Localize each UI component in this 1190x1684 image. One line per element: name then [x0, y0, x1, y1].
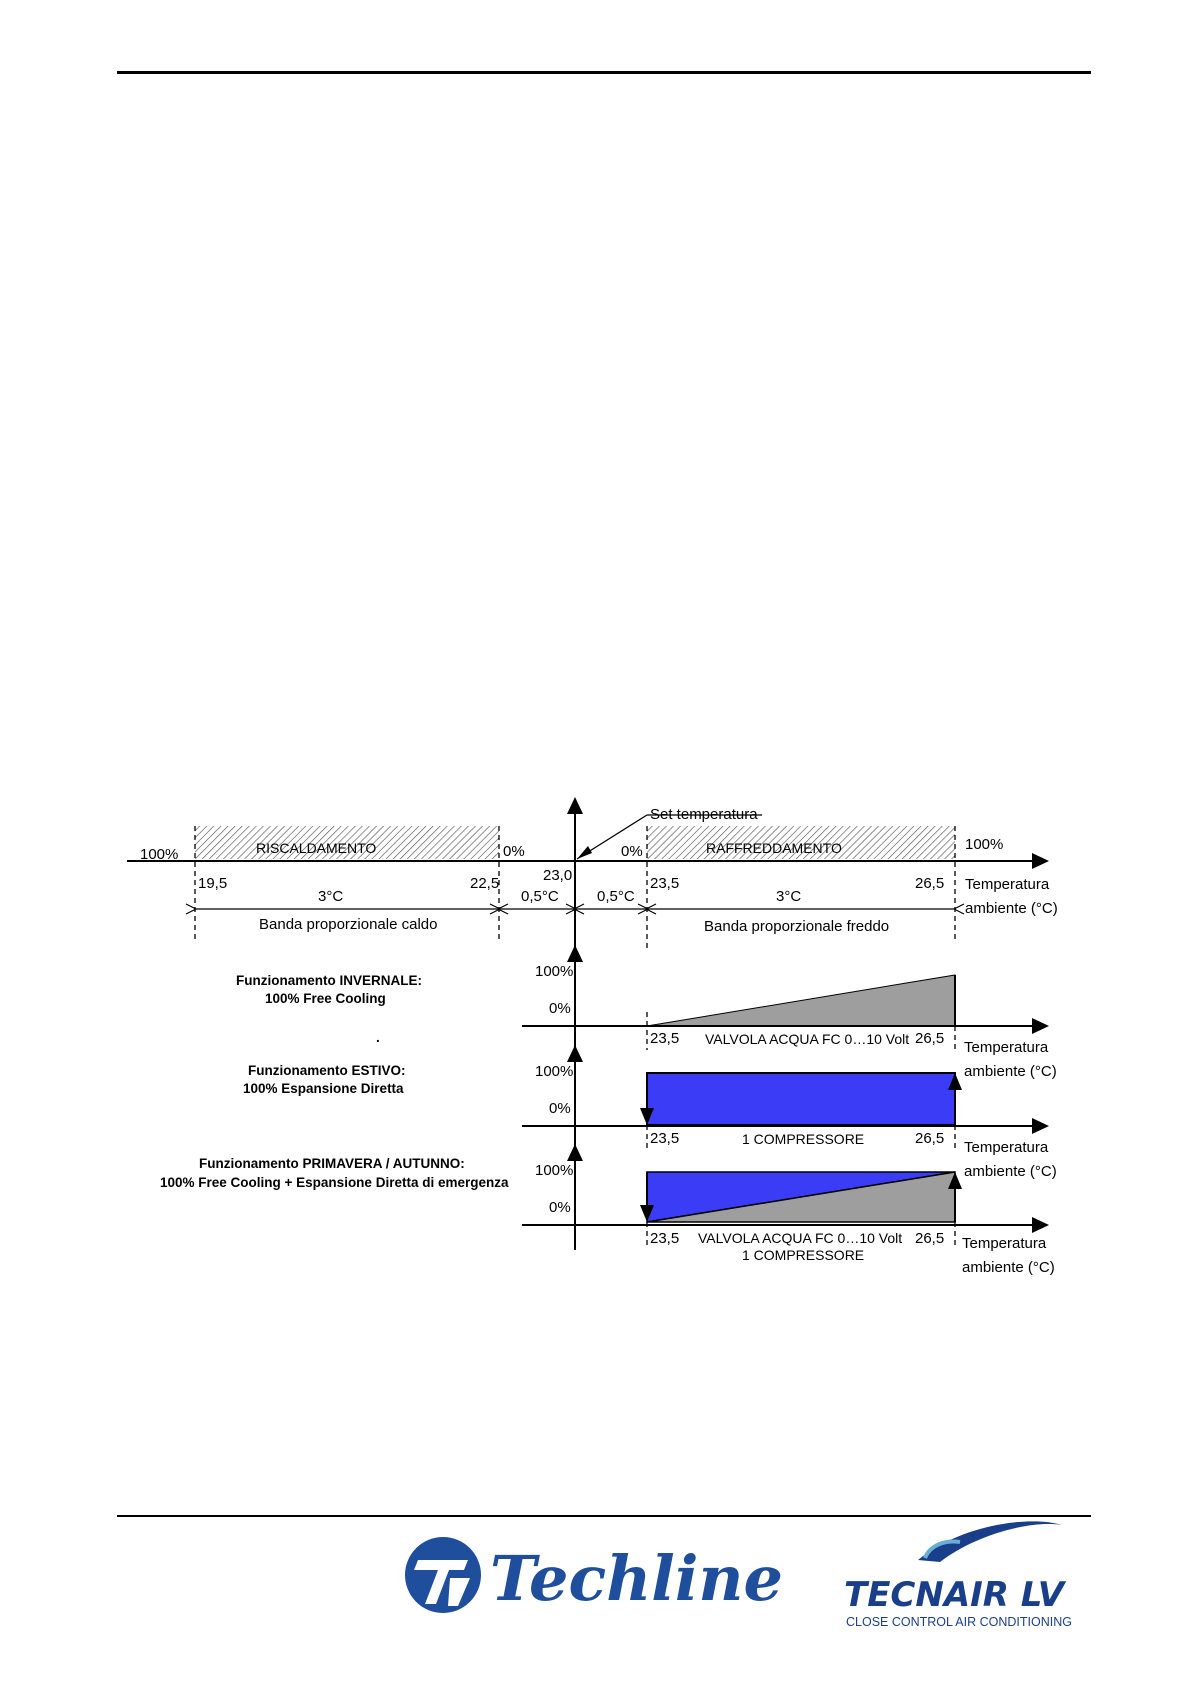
mode-summer-caption: 1 COMPRESSORE [742, 1131, 865, 1147]
footer-rule [117, 1515, 1091, 1517]
tick-19-5: 19,5 [198, 875, 228, 892]
mode-summer-axis-label1: Temperatura [964, 1139, 1049, 1156]
mode-winter-y100: 100% [535, 963, 574, 980]
pct-0-heat: 0% [503, 843, 525, 860]
mode-spring-autumn [160, 1144, 1055, 1276]
mode-spring-y100: 100% [535, 1162, 574, 1179]
mode-winter-caption: VALVOLA ACQUA FC 0…10 Volt [705, 1031, 910, 1047]
mode-winter-axis-label1: Temperatura [964, 1039, 1049, 1056]
set-temperature-label: Set temperatura [650, 806, 758, 823]
mode-spring-axis-label2: ambiente (°C) [962, 1259, 1055, 1276]
mode-winter-axis-label2: ambiente (°C) [964, 1063, 1057, 1080]
pct-100-left: 100% [140, 846, 179, 863]
tick-23-0: 23,0 [543, 867, 573, 884]
mode-summer-y100: 100% [535, 1063, 574, 1080]
band-cool-width: 3°C [776, 888, 802, 905]
band-heat-label: Banda proporzionale caldo [259, 916, 438, 933]
mode-summer-title: Funzionamento ESTIVO: [248, 1063, 406, 1078]
tick-22-5: 22,5 [470, 875, 500, 892]
dead-band-right-label: 0,5°C [597, 888, 635, 905]
mode-winter-valve-ramp [647, 975, 955, 1026]
mode-summer-t-start: 23,5 [650, 1130, 680, 1147]
cooling-label: RAFFREDDAMENTO [706, 840, 842, 856]
axis-label-line1: Temperatura [965, 876, 1050, 893]
mode-spring-subtitle: 100% Free Cooling + Espansione Diretta di emergenza [160, 1175, 509, 1190]
mode-winter-y-arrow-icon [567, 945, 583, 962]
tecnair-logo-tagline: CLOSE CONTROL AIR CONDITIONING [846, 1615, 1072, 1629]
tecnair-logo-text: TECNAIR LV [844, 1575, 1065, 1615]
mode-summer-axis-label2: ambiente (°C) [964, 1163, 1057, 1180]
mode-summer-compressor-bar [647, 1073, 955, 1125]
tecnair-swoosh-icon [918, 1521, 1062, 1562]
heating-label: RISCALDAMENTO [256, 840, 377, 856]
mode-spring-axis-label1: Temperatura [962, 1235, 1047, 1252]
mode-winter-t-start: 23,5 [650, 1030, 680, 1047]
mode-spring-caption1: VALVOLA ACQUA FC 0…10 Volt [698, 1230, 903, 1246]
mode-spring-caption2: 1 COMPRESSORE [742, 1247, 865, 1263]
mode-summer-x-arrow-icon [1032, 1118, 1049, 1134]
mode-summer-y-arrow-icon [567, 1045, 583, 1062]
mode-winter-t-end: 26,5 [915, 1030, 945, 1047]
temperature-axis-arrow-icon [1032, 853, 1049, 869]
vertical-axis-arrow-icon [567, 797, 583, 814]
mode-spring-title: Funzionamento PRIMAVERA / AUTUNNO: [199, 1156, 465, 1171]
stray-mark: . [376, 1030, 380, 1045]
tick-26-5: 26,5 [915, 875, 945, 892]
band-heat-width: 3°C [318, 888, 344, 905]
techline-logo-text: Techline [490, 1542, 783, 1615]
mode-winter-title: Funzionamento INVERNALE: [236, 973, 422, 988]
mode-summer-t-end: 26,5 [915, 1130, 945, 1147]
band-cool-label: Banda proporzionale freddo [704, 918, 890, 935]
mode-spring-x-arrow-icon [1032, 1217, 1049, 1233]
mode-summer-y0: 0% [549, 1100, 571, 1117]
dead-band-left-label: 0,5°C [521, 888, 559, 905]
mode-spring-t-end: 26,5 [915, 1230, 945, 1247]
pct-0-cool: 0% [621, 843, 643, 860]
mode-winter [236, 945, 1057, 1080]
mode-spring-y-arrow-icon [567, 1144, 583, 1161]
pct-100-right: 100% [965, 836, 1004, 853]
axis-label-line2: ambiente (°C) [965, 900, 1058, 917]
mode-spring-t-start: 23,5 [650, 1230, 680, 1247]
set-pointer-arrow-icon [577, 846, 592, 859]
mode-winter-y0: 0% [549, 1000, 571, 1017]
mode-spring-y0: 0% [549, 1199, 571, 1216]
tick-23-5: 23,5 [650, 875, 680, 892]
mode-winter-x-arrow-icon [1032, 1018, 1049, 1034]
mode-summer-subtitle: 100% Espansione Diretta [243, 1081, 404, 1096]
tecnair-logo [844, 1521, 1072, 1629]
mode-winter-subtitle: 100% Free Cooling [265, 991, 386, 1006]
techline-logo [405, 1537, 783, 1615]
